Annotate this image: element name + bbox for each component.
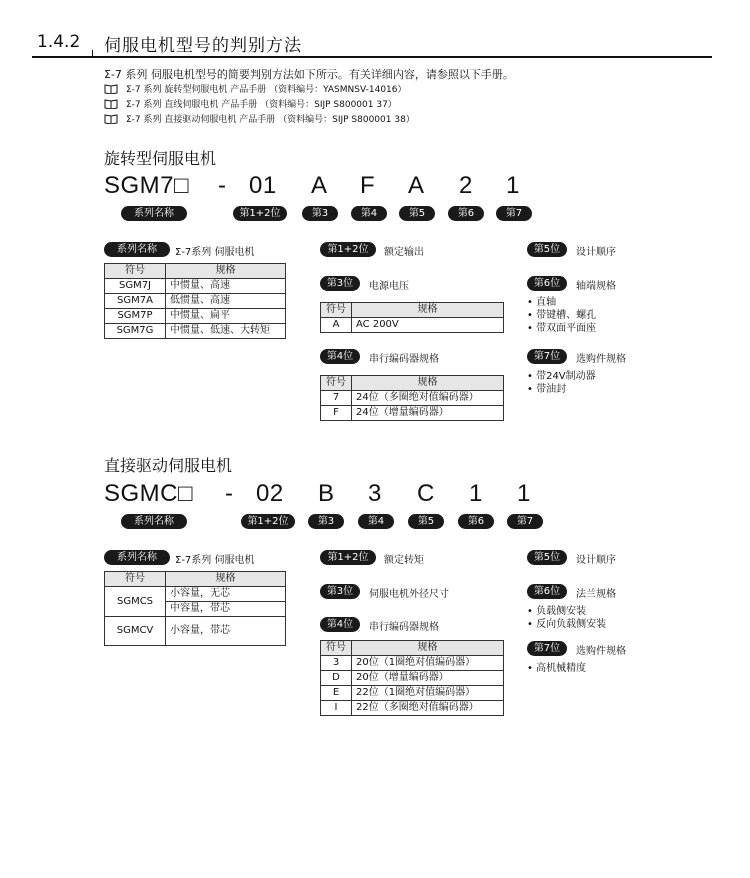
direct-pill-d3: 第3位 xyxy=(308,514,344,529)
direct-pill-d12: 第1+2位 xyxy=(241,514,295,529)
direct-series-desc: Σ-7系列 伺服电机 xyxy=(175,555,255,566)
cell-spec: 中惯量、高速 xyxy=(166,279,286,294)
direct-model-d4: 3 xyxy=(368,480,382,507)
direct-d7-label: 第7位 xyxy=(527,641,567,656)
direct-pill-series: 系列名称 xyxy=(121,514,187,529)
direct-d12-desc: 额定转矩 xyxy=(384,555,424,566)
direct-d6-label: 第6位 xyxy=(527,584,567,599)
book-icon xyxy=(104,84,118,94)
section-number: 1.4.2 xyxy=(37,32,81,52)
col-header: 规格 xyxy=(352,376,504,391)
rotary-pill-series: 系列名称 xyxy=(121,206,187,221)
rotary-d7-list xyxy=(527,370,596,396)
rotary-model-prefix: SGM7□ xyxy=(104,172,190,199)
cell-code: SGMCS xyxy=(105,587,166,617)
rotary-series-desc: Σ-7系列 伺服电机 xyxy=(175,247,255,258)
rotary-pill-d12: 第1+2位 xyxy=(233,206,287,221)
cell-spec: 20位（增量编码器） xyxy=(352,671,504,686)
table-row xyxy=(321,686,504,701)
cell-spec: 20位（1圈绝对值编码器） xyxy=(352,656,504,671)
rotary-model-d3: A xyxy=(311,172,328,199)
table-row xyxy=(105,324,286,339)
rotary-d3-label: 第3位 xyxy=(320,276,360,291)
manual-ref-text: Σ-7 系列 旋转型伺服电机 产品手册 （资料编号：YASMNSV-14016） xyxy=(126,85,407,95)
rotary-series-label: 系列名称 xyxy=(104,242,170,257)
table-row xyxy=(321,318,504,333)
cell-spec: 小容量，带芯 xyxy=(166,617,286,646)
rotary-pill-d4: 第4位 xyxy=(351,206,387,221)
rotary-d6-desc: 轴端规格 xyxy=(576,281,616,292)
cell-code: E xyxy=(321,686,352,701)
table-row xyxy=(105,294,286,309)
cell-code: SGM7G xyxy=(105,324,166,339)
cell-code: SGMCV xyxy=(105,617,166,646)
cell-spec: 22位（1圈绝对值编码器） xyxy=(352,686,504,701)
rotary-pill-d5: 第5位 xyxy=(399,206,435,221)
rotary-model-d12: 01 xyxy=(249,172,277,199)
rotary-d7-label: 第7位 xyxy=(527,349,567,364)
rotary-d3-table xyxy=(320,302,504,333)
rotary-d5-label: 第5位 xyxy=(527,242,567,257)
direct-pill-d4: 第4位 xyxy=(358,514,394,529)
cell-code: SGM7J xyxy=(105,279,166,294)
rotary-d12-label: 第1+2位 xyxy=(320,242,376,257)
cell-spec: 小容量，无芯 xyxy=(166,587,286,602)
list-item: • 带双面平面座 xyxy=(527,323,597,334)
direct-d6-list xyxy=(527,605,606,631)
header-rule-tick xyxy=(92,50,93,58)
direct-model-d7: 1 xyxy=(517,480,531,507)
direct-model-d3: B xyxy=(318,480,335,507)
table-row xyxy=(321,701,504,716)
rotary-model-d4: F xyxy=(360,172,376,199)
cell-spec: AC 200V xyxy=(352,318,504,333)
direct-d7-list xyxy=(527,662,586,675)
intro-text: Σ-7 系列 伺服电机型号的简要判别方法如下所示。有关详细内容，请参照以下手册。 xyxy=(104,68,514,81)
direct-pill-d6: 第6位 xyxy=(458,514,494,529)
cell-code: SGM7A xyxy=(105,294,166,309)
direct-model-d5: C xyxy=(417,480,435,507)
rotary-series-table xyxy=(104,263,286,339)
section-title: 伺服电机型号的判别方法 xyxy=(104,36,302,56)
direct-heading: 直接驱动伺服电机 xyxy=(104,456,233,475)
rotary-d4-label: 第4位 xyxy=(320,349,360,364)
direct-model-dash: - xyxy=(225,480,234,507)
book-icon xyxy=(104,99,118,109)
manual-ref-1[interactable] xyxy=(104,82,407,95)
table-row xyxy=(105,279,286,294)
col-header: 规格 xyxy=(166,264,286,279)
cell-code: I xyxy=(321,701,352,716)
direct-d5-label: 第5位 xyxy=(527,550,567,565)
list-item: • 高机械精度 xyxy=(527,663,587,674)
cell-spec: 中容量，带芯 xyxy=(166,602,286,617)
cell-code: 7 xyxy=(321,391,352,406)
direct-pill-d7: 第7位 xyxy=(507,514,543,529)
col-header: 符号 xyxy=(321,376,352,391)
rotary-d4-table xyxy=(320,375,504,421)
rotary-model-d5: A xyxy=(408,172,425,199)
book-icon xyxy=(104,114,118,124)
cell-code: F xyxy=(321,406,352,421)
list-item: • 反向负载侧安装 xyxy=(527,619,607,630)
rotary-pill-d3: 第3位 xyxy=(302,206,338,221)
manual-ref-2[interactable] xyxy=(104,97,397,110)
rotary-heading: 旋转型伺服电机 xyxy=(104,149,217,168)
rotary-d6-list xyxy=(527,296,596,335)
cell-spec: 22位（多圈绝对值编码器） xyxy=(352,701,504,716)
direct-series-table xyxy=(104,571,286,646)
list-item: • 负载侧安装 xyxy=(527,606,587,617)
rotary-d3-desc: 电源电压 xyxy=(369,281,409,292)
col-header: 符号 xyxy=(105,572,166,587)
direct-d3-desc: 伺服电机外径尺寸 xyxy=(369,589,449,600)
table-row xyxy=(105,587,286,602)
direct-d6-desc: 法兰规格 xyxy=(576,589,616,600)
table-row xyxy=(321,671,504,686)
rotary-d5-desc: 设计顺序 xyxy=(576,247,616,258)
cell-spec: 低惯量、高速 xyxy=(166,294,286,309)
direct-model-prefix: SGMC□ xyxy=(104,480,193,507)
direct-d4-label: 第4位 xyxy=(320,617,360,632)
table-row xyxy=(321,656,504,671)
cell-spec: 24位（增量编码器） xyxy=(352,406,504,421)
rotary-pill-d6: 第6位 xyxy=(448,206,484,221)
cell-spec: 中惯量、扁平 xyxy=(166,309,286,324)
list-item: • 带键槽、螺孔 xyxy=(527,310,597,321)
table-row xyxy=(321,406,504,421)
table-row xyxy=(321,391,504,406)
manual-ref-text: Σ-7 系列 直接驱动伺服电机 产品手册 （资料编号：SIJP S800001 38） xyxy=(126,115,415,125)
rotary-d6-label: 第6位 xyxy=(527,276,567,291)
manual-ref-text: Σ-7 系列 直线伺服电机 产品手册 （资料编号：SIJP S800001 37） xyxy=(126,100,397,110)
rotary-model-d7: 1 xyxy=(506,172,520,199)
manual-ref-3[interactable] xyxy=(104,112,415,125)
list-item: • 直轴 xyxy=(527,297,557,308)
direct-d4-desc: 串行编码器规格 xyxy=(369,622,439,633)
cell-code: A xyxy=(321,318,352,333)
cell-spec: 中惯量、低速、大转矩 xyxy=(166,324,286,339)
col-header: 规格 xyxy=(352,303,504,318)
direct-d12-label: 第1+2位 xyxy=(320,550,376,565)
rotary-d7-desc: 选购件规格 xyxy=(576,354,626,365)
cell-code: 3 xyxy=(321,656,352,671)
table-row xyxy=(105,309,286,324)
direct-d3-label: 第3位 xyxy=(320,584,360,599)
direct-model-d6: 1 xyxy=(469,480,483,507)
cell-code: SGM7P xyxy=(105,309,166,324)
cell-spec: 24位（多圈绝对值编码器） xyxy=(352,391,504,406)
list-item: • 带油封 xyxy=(527,384,567,395)
col-header: 规格 xyxy=(166,572,286,587)
col-header: 符号 xyxy=(321,641,352,656)
col-header: 规格 xyxy=(352,641,504,656)
direct-pill-d5: 第5位 xyxy=(408,514,444,529)
rotary-pill-d7: 第7位 xyxy=(496,206,532,221)
direct-d5-desc: 设计顺序 xyxy=(576,555,616,566)
rotary-d4-desc: 串行编码器规格 xyxy=(369,354,439,365)
direct-model-d12: 02 xyxy=(256,480,284,507)
col-header: 符号 xyxy=(105,264,166,279)
header-rule xyxy=(32,56,712,58)
list-item: • 带24V制动器 xyxy=(527,371,596,382)
cell-code: D xyxy=(321,671,352,686)
direct-d4-table xyxy=(320,640,504,716)
direct-d7-desc: 选购件规格 xyxy=(576,646,626,657)
rotary-model-d6: 2 xyxy=(459,172,473,199)
rotary-d12-desc: 额定输出 xyxy=(384,247,424,258)
table-row xyxy=(105,617,286,646)
rotary-model-dash: - xyxy=(218,172,227,199)
col-header: 符号 xyxy=(321,303,352,318)
direct-series-label: 系列名称 xyxy=(104,550,170,565)
